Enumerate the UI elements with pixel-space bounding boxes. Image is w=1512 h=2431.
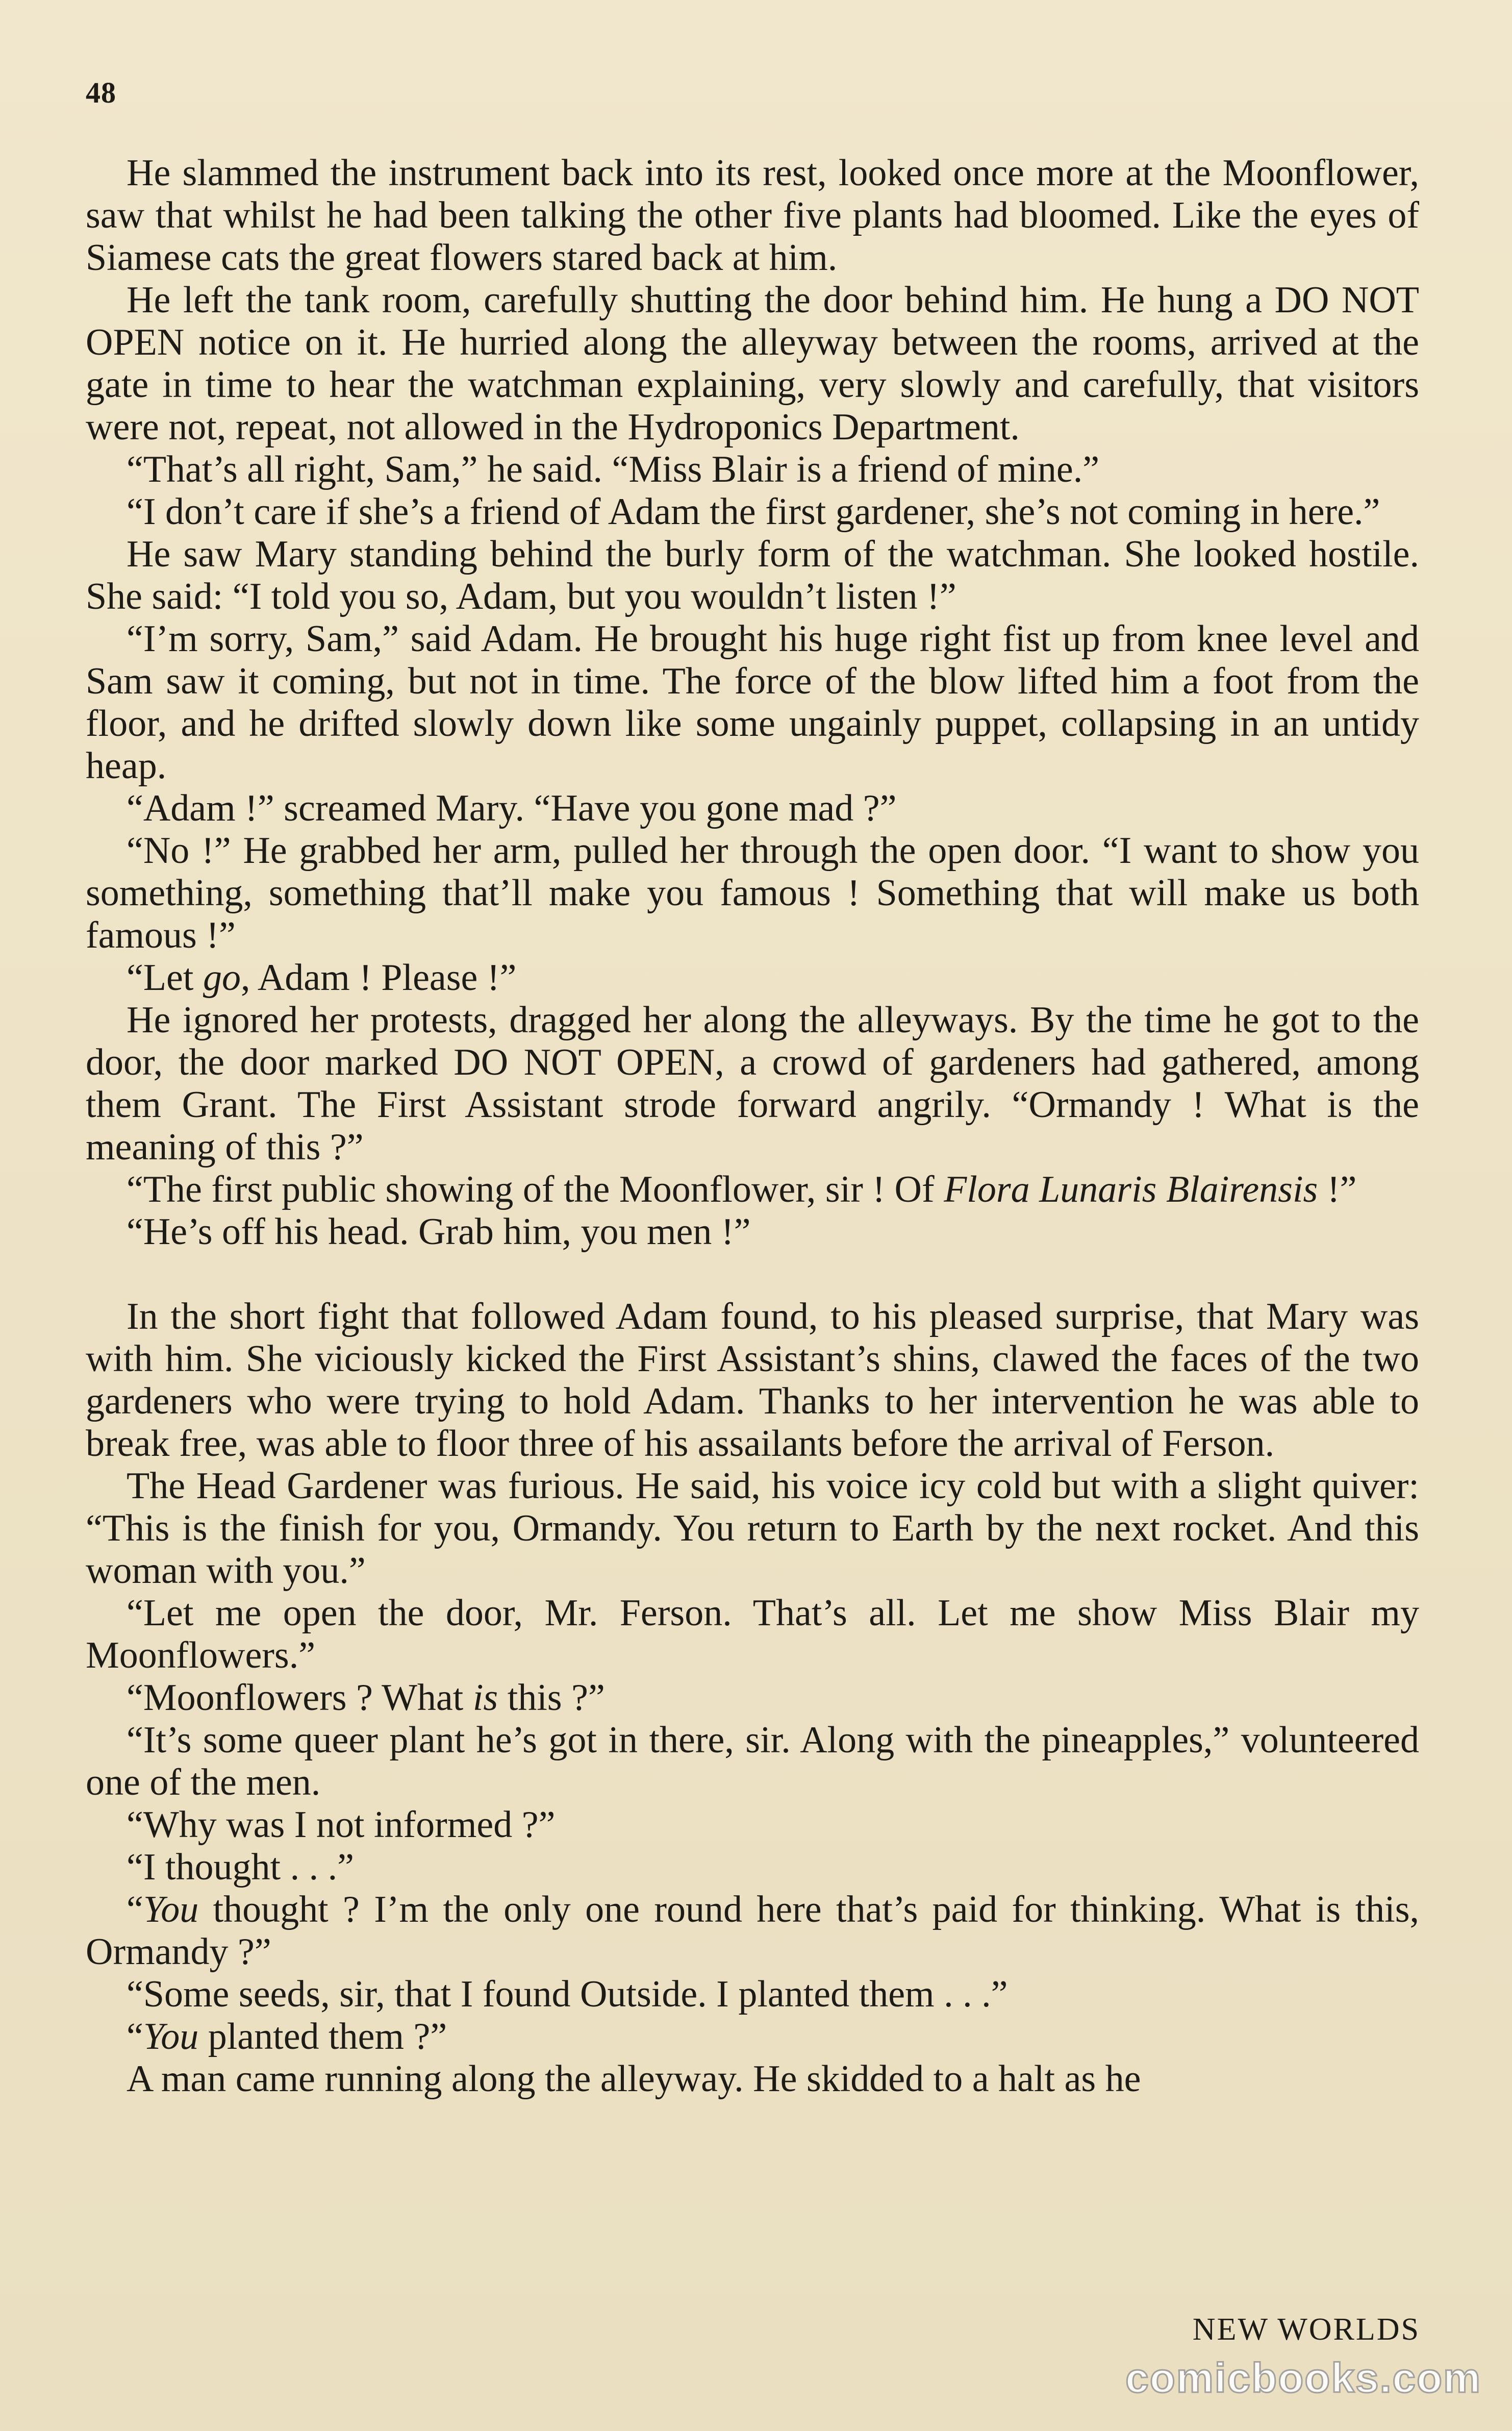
- paragraph: He saw Mary standing behind the burly form of the watchman. She looked hostile. She said: “I told you so, Adam, but you wouldn’t listen !”: [86, 533, 1419, 617]
- paragraph: A man came running along the alleyway. He skidded to a halt as he: [127, 2058, 1141, 2100]
- italic-run: You: [143, 2016, 199, 2057]
- paragraph: “Adam !” screamed Mary. “Have you gone mad ?”: [127, 787, 897, 829]
- paragraph: “It’s some queer plant he’s got in there, sir. Along with the pineapples,” volunteered one of the men.: [86, 1719, 1419, 1803]
- text-run: thought ? I’m the only one round here that’s paid for thinking. What is this, Ormandy ?”: [86, 1889, 1419, 1973]
- text-run: !”: [1318, 1169, 1357, 1210]
- paragraph: “I’m sorry, Sam,” said Adam. He brought his huge right fist up from knee level and Sam saw it coming, but not in time. The force of the blow lifted him a foot from the floor, and he drifted slowly down like some ungainly puppet, collapsing in an untidy heap.: [86, 618, 1419, 787]
- paragraph: “Let me open the door, Mr. Ferson. That’s all. Let me show Miss Blair my Moonflowers.”: [86, 1592, 1419, 1676]
- paragraph: “No !” He grabbed her arm, pulled her through the open door. “I want to show you something, something that’ll make you famous ! Something that will make us both famous !”: [86, 830, 1419, 956]
- text-run: planted them ?”: [198, 2016, 447, 2057]
- paragraph: He left the tank room, carefully shutting the door behind him. He hung a DO NOT OPEN notice on it. He hurried along the alleyway between the rooms, arrived at the gate in time to hear the watchman explaining, very slowly and carefully, that visitors were not, repeat, not allowed in the Hydroponics Department.: [86, 279, 1419, 448]
- text-run: “Let: [127, 957, 203, 999]
- paragraph: [86, 1677, 1419, 1719]
- paragraph: [86, 1889, 1419, 1973]
- paragraph: He slammed the instrument back into its rest, looked once more at the Moonflower, saw that whilst he had been talking the other five plants had bloomed. Like the eyes of Siamese cats the great flowers stared back at him.: [86, 152, 1419, 279]
- magazine-footer: NEW WORLDS: [1192, 2312, 1420, 2347]
- paragraph: “He’s off his head. Grab him, you men !”: [127, 1211, 751, 1253]
- page-number: 48: [86, 76, 116, 109]
- italic-run: You: [143, 1889, 199, 1930]
- story-text: [86, 152, 1419, 2100]
- text-run: “: [127, 1889, 143, 1930]
- paragraph: “I thought . . .”: [127, 1846, 354, 1888]
- text-run: “The first public showing of the Moonflower, sir ! Of: [127, 1169, 944, 1210]
- paragraph: The Head Gardener was furious. He said, his voice icy cold but with a slight quiver: “This is the finish for you, Ormandy. You return to Earth by the next rocket. And this woman with you.”: [86, 1465, 1419, 1592]
- paragraph: “Some seeds, sir, that I found Outside. I planted them . . .”: [127, 1973, 1008, 2015]
- paragraph: [86, 2016, 1419, 2058]
- paragraph: “Why was I not informed ?”: [127, 1804, 556, 1846]
- text-run: , Adam ! Please !”: [240, 957, 517, 999]
- paragraph: “That’s all right, Sam,” he said. “Miss Blair is a friend of mine.”: [127, 449, 1100, 490]
- italic-run: Flora Lunaris Blairensis: [944, 1169, 1318, 1210]
- watermark: comicbooks.com: [1125, 2355, 1481, 2401]
- text-run: “Moonflowers ? What: [127, 1677, 473, 1719]
- paragraph: In the short fight that followed Adam found, to his pleased surprise, that Mary was with him. She viciously kicked the First Assistant’s shins, clawed the faces of the two gardeners who were trying to hold Adam. Thanks to her intervention he was able to break free, was able to floor three of his assailants before the arrival of Ferson.: [86, 1296, 1419, 1465]
- text-run: “: [127, 2016, 143, 2057]
- italic-run: is: [472, 1677, 498, 1719]
- paragraph: [86, 957, 1419, 999]
- paragraph: He ignored her protests, dragged her along the alleyways. By the time he got to the door, the door marked DO NOT OPEN, a crowd of gardeners had gathered, among them Grant. The First Assistant strode forward angrily. “Ormandy ! What is the meaning of this ?”: [86, 999, 1419, 1168]
- paragraph: “I don’t care if she’s a friend of Adam the first gardener, she’s not coming in here.”: [127, 491, 1380, 533]
- text-run: this ?”: [498, 1677, 605, 1719]
- paragraph: [86, 1169, 1419, 1211]
- italic-run: go: [203, 957, 241, 999]
